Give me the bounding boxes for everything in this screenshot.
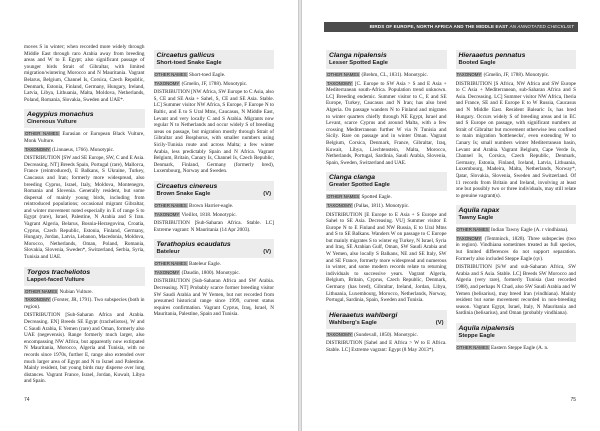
left-page <box>0 0 298 431</box>
taxonomy-text: (Daudin, 1800). Monotypic. <box>181 269 240 276</box>
other-names-tag: OTHER NAMES <box>456 345 489 350</box>
taxonomy-text: (Gmelin, JF, 1788). Monotypic. <box>483 72 550 78</box>
species-scientific-name: Aquila rapax <box>458 207 500 215</box>
left-column-2 <box>154 44 275 393</box>
distribution-paragraph: DISTRIBUTION [Sub-Saharan Africa and SW Arabia. Decreasing. NT] Probably scarce former breeding visitor SW Saudi Arabia and W Yemen, but not recorded from presumed historical range since 1999, current status requires confirmation. Vagrant Cyprus, Iraq, Israel, N Mauritania, Palestine, Spain and Tunisia. <box>153 278 274 318</box>
taxonomy-tag: TAXONOMY <box>456 235 482 241</box>
taxonomy-tag: TAXONOMY <box>154 80 180 86</box>
distribution-paragraph: DISTRIBUTION [SW and SE Europe, SW, C and E Asia. Decreasing. NT] Breeds Spain, Portugal (rare), Mallorca, France (reintroduced), E Balkans, S Ukraine, Turkey, Caucasus and Iran; formerly more widespread, also breeding Cyprus, Israel, Italy, Moldova, Montenegro, Romania and Slovenia. Generally resident, but some dispersal of mainly young birds, including from reintroduced populations; occasional migrant Gibraltar, and winter movement noted especially in E of range S to Egypt (rare), Israel, Palestine, N Arabia and S Iran. Vagrant Algeria, Belarus, Bosnia-Herzegovina, Croatia, Cyprus, Czech Republic, Estonia, Finland, Germany, Hungary, Jordan, Latvia, Lebanon, Macedonia, Moldova, Morocco, Netherlands, Oman, Poland, Romania, Slovakia, Slovenia, Sweden*, Switzerland, Serbia, Syria, Tunisia and UAE. <box>24 155 145 261</box>
species-scientific-name: Aegypius monachus <box>27 111 94 119</box>
species-scientific-name: Hieraaetus wahlbergi <box>329 311 398 319</box>
species-english-label: Bateleur <box>156 249 180 256</box>
other-names-paragraph <box>326 72 447 79</box>
species-english-label: Cinereous Vulture <box>27 119 77 126</box>
other-names-text: Spotted Eagle. <box>361 194 392 201</box>
species-header <box>326 310 447 329</box>
species-english-name <box>27 119 142 126</box>
taxonomy-tag: TAXONOMY <box>25 146 50 152</box>
vagrant-flag: (V) <box>263 249 271 256</box>
other-names-tag: OTHER NAMES <box>25 288 58 294</box>
other-names-paragraph <box>24 289 145 296</box>
other-names-paragraph <box>456 345 577 352</box>
species-english-name <box>329 182 444 189</box>
species-english-name <box>459 333 574 340</box>
species-header <box>154 181 275 200</box>
taxonomy-tag: TAXONOMY <box>327 80 352 86</box>
species-english-name <box>27 277 142 284</box>
distribution-paragraph: DISTRIBUTION [Sub-Saharan Africa. Stable. LC] Extreme vagrant: N Mauritania (14 Apr 2003). <box>153 220 274 233</box>
other-names-tag: OTHER NAMES <box>154 261 187 267</box>
species-scientific-name: Clanga nipalensis <box>329 52 387 59</box>
distribution-paragraph: DISTRIBUTION [NW Africa, SW Europe to C Asia, also S, CE and SE Asia + Sahel, S, CE and SE Asia. Stable. LC] Summer visitor NW Africa, S Europe, F Europe N to Baltic, and E to S Ural Mtns, Caucasus, N Middle East, Levant and very locally C and S Arabia. Migrants now regular N to Netherlands and occur widely S of breeding areas on passage, but migration mostly through Strait of Gibraltar and Bosphorus, with smaller numbers using Sicily-Tunisia route and across Malta; a few winter Arabia, less predictably Spain and N Africa. Vagrant Belgium, Britain, Canary Is, Channel Is, Czech Republic, Denmark, Finland, Germany (formerly bred), Luxembourg, Norway and Sweden. <box>153 89 274 175</box>
taxonomy-text: (Linnaeus, 1766). Monotypic. <box>52 146 115 153</box>
species-english-label: Greater Spotted Eagle <box>329 182 390 189</box>
distribution-paragraph: DISTRIBUTION [E Europe to E Asia + S Europe and Sahel to SE Asia. Decreasing. VU] Summer visitor E Europe N to E Finland and NW Russia, E to Ural Mtns and S to SE Balkans. Wanders W on passage to C Europe but mainly migrates S to winter eg Turkey, N Israel, Syria and Iraq, SE Arabian Gulf, Oman, SW Saudi Arabia and W Yemen, also locally S Balkans, NE and SE Italy, SW and SE France, formerly more widespread and numerous in winter, and some modern records relate to returning individuals to successive years. Vagrant Algeria, Belgium, Britain, Cyprus, Czech Republic, Denmark, Germany (has bred), Gibraltar, Ireland, Jordan, Libya, Lithuania, Luxembourg, Morocco, Netherlands, Norway, Portugal, Sardinia, Spain, Sweden and Tunisia. <box>326 211 447 304</box>
species-english-name <box>157 60 272 67</box>
species-scientific-name: Torgos tracheliotos <box>27 268 91 276</box>
taxonomy-paragraph <box>154 270 275 277</box>
species-header <box>456 205 577 224</box>
species-scientific-name: Terathopius ecaudatus <box>156 241 231 249</box>
distribution-paragraph: DISTRIBUTION [Sub-Saharan Africa and Arabia. Decreasing. EN] Breeds SE Egypt (tracheliotos), W and C Saudi Arabia, E Yemen (rare) and Oman, formerly also UAE (negevensis). Range formerly much larger, also encompassing NW Africa, but apparently now extirpated N Mauritania, Morocco, Algeria and Tunisia, with no records since 1970s, further E, range also extended over much larger area of Egypt and N to Israel and Palestine. Mainly resident, but young birds may disperse over long distances. Vagrant France, Israel, Jordan, Kuwait, Libya and Spain. <box>24 312 145 385</box>
other-names-paragraph <box>154 203 275 210</box>
taxonomy-text: (Temminck, 1828). Three subspecies (two in region). Vindhiana sometimes treated as full species, but limited differences do not support separation. Formerly also included Steppe Eagle (qv). <box>455 235 576 262</box>
taxonomy-text: Vieillot, 1818. Monotypic. <box>181 211 237 218</box>
taxonomy-paragraph <box>24 147 145 154</box>
other-names-tag: OTHER NAMES <box>154 202 187 208</box>
species-english-name <box>459 215 574 222</box>
species-english-label: Booted Eagle <box>458 60 496 66</box>
taxonomy-tag: TAXONOMY <box>154 211 180 217</box>
running-header <box>324 22 578 32</box>
species-english-name <box>329 320 444 327</box>
taxonomy-paragraph <box>154 81 275 88</box>
taxonomy-text: (Pallas, 1811). Monotypic. <box>354 202 410 209</box>
other-names-paragraph <box>154 261 275 268</box>
right-column-1 <box>326 44 447 393</box>
other-names-tag: OTHER NAMES <box>456 227 489 233</box>
taxonomy-paragraph <box>456 236 577 262</box>
other-names-text: Eurasian or European Black Vulture, Monk Vulture. <box>24 131 145 144</box>
species-scientific-name: Clanga clanga <box>329 174 376 182</box>
species-english-name <box>329 60 444 67</box>
other-names-text: (Brehm, CL, 1831). Monotypic. <box>361 72 428 78</box>
distribution-paragraph: DISTRIBUTION [S/W and sub-Saharan Africa, SW Arabia and S Asia. Stable. LC] Breeds SW Morocco and Algeria (very rare), formerly Tunisia (last recorded 1988), and perhaps N Chad, also SW Saudi Arabia and W Yemen (belisarius), may breed Iran (vindhiana). Mainly resident but some movement recorded in non-breeding season. Vagrant Egypt, Israel, Italy, N Mauritania and Sardinia (belisarius), and Oman (probably vindhiana). <box>455 264 576 317</box>
species-english-label: Short-toed Snake Eagle <box>156 60 222 66</box>
taxonomy-paragraph <box>326 332 447 339</box>
species-header <box>326 172 447 191</box>
species-english-label: Tawny Eagle <box>458 215 494 222</box>
species-english-label: Steppe Eagle <box>458 333 495 339</box>
taxonomy-text: [C. Europe to SW Asia > S and E Asia + Mediterranean south-Africa. Population trend unknown. LC] Breeding endemic. Summer visitor to C, E and SE Europe, Turkey, Caucasus and N Iran; has also bred Algeria. On passage wanders N to Finland and migrates to winter quarters chiefly through NE Egypt, Israel and Levant, scarce Cyprus and around Malta, with a few crossing Mediterranean further W via N Tunisia and Sicily. Rare on passage and in winter Oman. Vagrant Belgium, Corsica, Denmark, France, Gibraltar, Iraq, Kuwait, Libya, Liechtenstein, Malta, Morocco, Netherlands, Portugal, Sardinia, Saudi Arabia, Slovenia, Spain, Sweden, Switzerland and UAE. <box>326 80 447 166</box>
right-column-2 <box>456 44 577 393</box>
other-names-paragraph <box>24 131 145 144</box>
right-columns <box>326 44 576 393</box>
taxonomy-tag: TAXONOMY <box>327 331 352 337</box>
taxonomy-tag: TAXONOMY <box>154 269 180 275</box>
taxonomy-tag: TAXONOMY <box>456 72 482 77</box>
left-columns <box>24 44 274 393</box>
vagrant-flag: (V) <box>435 319 444 326</box>
other-names-text: Bateleur Eagle. <box>189 261 221 268</box>
distribution-paragraph: DISTRIBUTION [Sahel and E Africa > W to E Africa. Stable. LC] Extreme vagrant: Egypt (8 May 2013*). <box>326 340 447 353</box>
page-number-right: 75 <box>570 397 576 403</box>
vagrant-flag: (V) <box>263 190 271 197</box>
species-english-name <box>459 60 574 67</box>
species-english-name <box>157 191 272 198</box>
species-scientific-name: Circaetus gallicus <box>156 52 215 59</box>
species-english-label: Wahlberg's Eagle <box>329 319 377 326</box>
other-names-tag: OTHER NAMES <box>327 72 360 77</box>
taxonomy-text: (Sundevall, 1850). Monotypic. <box>354 331 418 338</box>
species-header <box>326 50 447 69</box>
other-names-tag: OTHER NAMES <box>154 72 187 77</box>
species-header <box>154 50 275 69</box>
taxonomy-paragraph <box>154 212 275 219</box>
species-scientific-name: Circaetus cinereus <box>156 182 218 190</box>
taxonomy-text: (Forster, JR, 1791). Two subspecies (both in region). <box>24 297 145 310</box>
taxonomy-paragraph <box>326 81 447 167</box>
species-header <box>456 323 577 342</box>
species-header <box>456 50 577 69</box>
taxonomy-text: (Gmelin, JF, 1788). Monotypic. <box>181 80 248 87</box>
other-names-tag: OTHER NAMES <box>327 194 360 200</box>
other-names-text: Short-toed Eagle. <box>189 72 226 78</box>
species-header <box>24 109 145 128</box>
species-scientific-name: Hieraaetus pennatus <box>458 52 526 59</box>
taxonomy-tag: TAXONOMY <box>327 202 352 208</box>
taxonomy-paragraph <box>24 297 145 310</box>
header-title: BIRDS OF EUROPE, NORTH AFRICA AND THE MIDDLE EAST <box>369 24 509 29</box>
species-english-label: Lappet-faced Vulture <box>27 276 85 283</box>
distribution-paragraph: DISTRIBUTION [S Africa, NW Africa and SW Europe to C Asia + Mediterranean, sub-Saharan Africa and S Asia. Decreasing. LC] Summer visitor NW Africa, Iberia and France, SE and E Europe E to W Russia, Caucasus and N Middle East. Resident Balearic Is, has bred Hungary. Occurs widely S of breeding areas and in EC and S Europe on passage, with significant numbers at Strait of Gibraltar but movement otherwise less confined to main migration 'bottlenecks', even extending W to Canary Is; small numbers winter Mediterranean basin, Levant and Arabia. Vagrant Belgium, Cape Verde Is, Channel Is, Corsica, Czech Republic, Denmark, Germany, Estonia, Finland, Iceland, Latvia, Lithuania, Luxembourg, Madeira, Malta, Netherlands, Norway*, Qatar, Slovakia, Slovenia, Sweden and Switzerland. Of 11 records from Britain and Ireland, involving at least one but possibly two or three individuals, may still relate to genuine vagrant(s). <box>455 80 576 199</box>
species-english-name <box>157 249 272 256</box>
species-header <box>154 239 275 258</box>
other-names-text: Indian Tawny Eagle (A. r vindhiana). <box>491 227 569 234</box>
taxonomy-tag: TAXONOMY <box>25 297 50 303</box>
other-names-text: Brown Harrier-eagle. <box>189 202 234 209</box>
other-names-text: Eastern Steppe Eagle (A. n. <box>491 345 549 351</box>
header-subtitle: AN ANNOTATED CHECKLIST <box>509 24 574 29</box>
taxonomy-paragraph <box>326 203 447 210</box>
species-header <box>24 267 145 286</box>
species-english-label: Lesser Spotted Eagle <box>329 60 388 66</box>
intro-paragraph: moves S in winter; when recorded more widely through Middle East through raro Arabia away from breeding areas and W to E Egypt; also significant passage of younger birds Strait of Gibraltar, with limited migration/wintering Morocco and N Mauritania. Vagrant Belarus, Belgium, Channel Is, Corsica, Czech Republic, Denmark, Estonia, Finland, Germany, Hungary, Ireland, Latvia, Libya, Lithuania, Malta, Moldova, Netherlands, Poland, Romania, Slovakia, Sweden and UAE*. <box>24 44 145 103</box>
other-names-paragraph <box>326 194 447 201</box>
species-scientific-name: Aquila nipalensis <box>458 325 515 332</box>
other-names-paragraph <box>154 72 275 79</box>
left-column-1 <box>24 44 145 393</box>
taxonomy-paragraph <box>456 72 577 79</box>
species-english-label: Brown Snake Eagle <box>156 190 211 197</box>
other-names-paragraph <box>456 227 577 234</box>
other-names-tag: OTHER NAMES <box>25 131 59 137</box>
other-names-text: Nubian Vulture. <box>59 288 93 295</box>
page-number-left: 74 <box>24 397 30 403</box>
right-page <box>302 0 600 431</box>
